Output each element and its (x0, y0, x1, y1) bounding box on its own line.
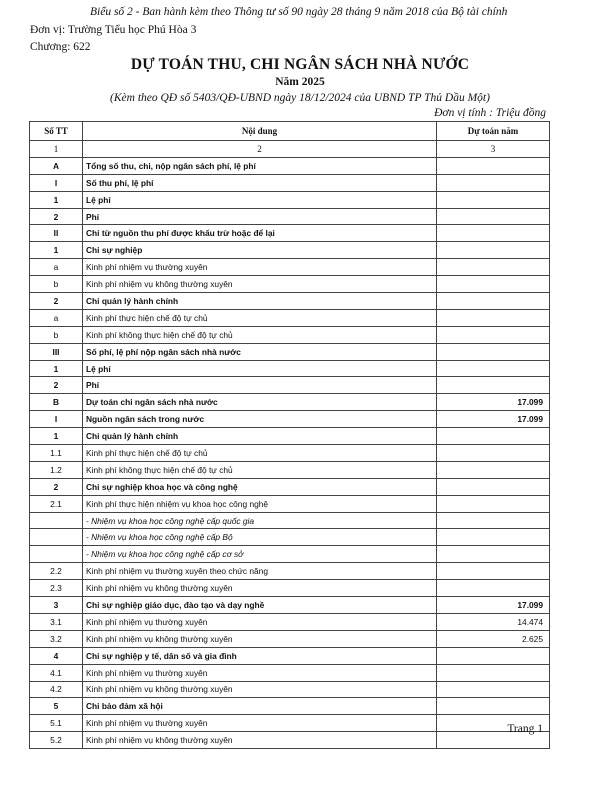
row-content: Chi bảo đảm xã hội (83, 698, 437, 715)
row-amount (437, 445, 550, 462)
table-row (30, 394, 550, 411)
table-row (30, 343, 550, 360)
table-row (30, 276, 550, 293)
row-content: Kinh phí thực hiện chế độ tự chủ (83, 309, 437, 326)
row-content: Kinh phí nhiệm vụ không thường xuyên (83, 681, 437, 698)
row-amount (437, 360, 550, 377)
column-number: 2 (83, 141, 437, 158)
table-header-row (30, 122, 550, 141)
row-amount: 2.625 (437, 630, 550, 647)
table-row (30, 191, 550, 208)
row-number: 5 (30, 698, 83, 715)
table-row (30, 613, 550, 630)
row-amount (437, 512, 550, 529)
row-amount (437, 647, 550, 664)
row-amount (437, 157, 550, 174)
row-number: a (30, 259, 83, 276)
table-row (30, 461, 550, 478)
row-content: Kinh phí không thực hiện chế độ tự chủ (83, 326, 437, 343)
row-content: Chi quản lý hành chính (83, 428, 437, 445)
table-row (30, 664, 550, 681)
row-amount (437, 242, 550, 259)
row-number: 4.1 (30, 664, 83, 681)
row-amount: 14.474 (437, 613, 550, 630)
table-row (30, 495, 550, 512)
row-amount (437, 664, 550, 681)
row-number: b (30, 276, 83, 293)
column-header-amount: Dự toán năm (437, 122, 550, 141)
row-content: Số thu phí, lệ phí (83, 174, 437, 191)
document-title: DỰ TOÁN THU, CHI NGÂN SÁCH NHÀ NƯỚC (130, 56, 470, 73)
row-content: Kinh phí thực hiện nhiệm vụ khoa học công nghệ (83, 495, 437, 512)
row-amount (437, 343, 550, 360)
row-content: Số phí, lệ phí nộp ngân sách nhà nước (83, 343, 437, 360)
row-number: 1 (30, 360, 83, 377)
table-row (30, 529, 550, 546)
row-amount (437, 309, 550, 326)
table-row (30, 242, 550, 259)
table-row (30, 715, 550, 732)
row-amount (437, 259, 550, 276)
row-amount (437, 478, 550, 495)
row-number: A (30, 157, 83, 174)
row-content: Chi sự nghiệp (83, 242, 437, 259)
row-amount (437, 546, 550, 563)
row-content: Phí (83, 377, 437, 394)
table-row (30, 157, 550, 174)
row-content: Lệ phí (83, 360, 437, 377)
row-amount (437, 461, 550, 478)
row-number: 1 (30, 428, 83, 445)
chapter-code: Chương: 622 (30, 41, 91, 53)
row-number: 2 (30, 377, 83, 394)
unit-name: Đơn vị: Trường Tiểu học Phú Hòa 3 (30, 24, 197, 36)
row-number: III (30, 343, 83, 360)
row-number: I (30, 174, 83, 191)
row-number: B (30, 394, 83, 411)
row-content: - Nhiệm vụ khoa học công nghệ cấp quốc gia (83, 512, 437, 529)
row-number: 2.1 (30, 495, 83, 512)
table-row (30, 208, 550, 225)
row-content: Dự toán chi ngân sách nhà nước (83, 394, 437, 411)
table-row (30, 293, 550, 310)
row-number: 1.2 (30, 461, 83, 478)
row-content: Nguồn ngân sách trong nước (83, 411, 437, 428)
row-amount (437, 529, 550, 546)
row-number: 4 (30, 647, 83, 664)
table-row (30, 563, 550, 580)
row-amount (437, 377, 550, 394)
row-content: Kinh phí không thực hiện chế độ tự chủ (83, 461, 437, 478)
row-number: I (30, 411, 83, 428)
table-row (30, 225, 550, 242)
table-column-number-row (30, 141, 550, 158)
table-body (30, 157, 550, 748)
row-content: Kinh phí nhiệm vụ không thường xuyên (83, 732, 437, 749)
table-row (30, 597, 550, 614)
row-content: Lệ phí (83, 191, 437, 208)
column-number: 1 (30, 141, 83, 158)
row-content: Kinh phí nhiệm vụ thường xuyên (83, 259, 437, 276)
row-amount (437, 681, 550, 698)
table-row (30, 428, 550, 445)
row-number: 5.1 (30, 715, 83, 732)
row-content: Chi từ nguồn thu phí được khấu trừ hoặc để lại (83, 225, 437, 242)
row-number: 2 (30, 478, 83, 495)
row-number: 4.2 (30, 681, 83, 698)
table-row (30, 411, 550, 428)
row-content: Kinh phí nhiệm vụ không thường xuyên (83, 276, 437, 293)
row-content: Chi sự nghiệp khoa học và công nghệ (83, 478, 437, 495)
row-number: II (30, 225, 83, 242)
row-content: Kinh phí nhiệm vụ thường xuyên (83, 715, 437, 732)
column-header-stt: Số TT (30, 122, 83, 141)
table-row (30, 580, 550, 597)
row-number: 2.2 (30, 563, 83, 580)
row-number: 2 (30, 208, 83, 225)
row-number: 3.1 (30, 613, 83, 630)
column-number: 3 (437, 141, 550, 158)
row-number: 1 (30, 191, 83, 208)
document-year: Năm 2025 (275, 76, 325, 88)
row-content: Kinh phí nhiệm vụ thường xuyên (83, 664, 437, 681)
row-amount (437, 293, 550, 310)
row-content: - Nhiệm vụ khoa học công nghệ cấp cơ sở (83, 546, 437, 563)
row-number (30, 546, 83, 563)
table-row (30, 546, 550, 563)
row-number (30, 512, 83, 529)
table-row (30, 326, 550, 343)
row-amount: 17.099 (437, 411, 550, 428)
table-row (30, 630, 550, 647)
row-number: 2 (30, 293, 83, 310)
row-content: Kinh phí nhiệm vụ thường xuyên (83, 613, 437, 630)
row-number (30, 529, 83, 546)
row-amount (437, 563, 550, 580)
page-number: Trang 1 (507, 723, 543, 735)
row-amount (437, 191, 550, 208)
row-number: a (30, 309, 83, 326)
row-amount (437, 326, 550, 343)
row-content: Phí (83, 208, 437, 225)
row-content: Kinh phí thực hiện chế độ tự chủ (83, 445, 437, 462)
table-row (30, 445, 550, 462)
row-amount (437, 495, 550, 512)
row-content: - Nhiệm vụ khoa học công nghệ cấp Bộ (83, 529, 437, 546)
row-number: 3 (30, 597, 83, 614)
row-amount (437, 225, 550, 242)
row-amount (437, 174, 550, 191)
row-content: Kinh phí nhiệm vụ thường xuyên theo chức năng (83, 563, 437, 580)
row-content: Tổng số thu, chi, nộp ngân sách phí, lệ phí (83, 157, 437, 174)
table-row (30, 259, 550, 276)
row-content: Kinh phí nhiệm vụ không thường xuyên (83, 630, 437, 647)
table-row (30, 512, 550, 529)
row-number: 2.3 (30, 580, 83, 597)
table-row (30, 309, 550, 326)
column-header-content: Nội dung (83, 122, 437, 141)
table-row (30, 478, 550, 495)
row-content: Chi quản lý hành chính (83, 293, 437, 310)
row-amount (437, 580, 550, 597)
row-amount: 17.099 (437, 597, 550, 614)
table-row (30, 174, 550, 191)
row-number: 5.2 (30, 732, 83, 749)
row-amount (437, 428, 550, 445)
row-amount: 17.099 (437, 394, 550, 411)
row-amount (437, 208, 550, 225)
row-number: 3.2 (30, 630, 83, 647)
row-content: Chi sự nghiệp giáo dục, đào tạo và dạy nghề (83, 597, 437, 614)
row-number: b (30, 326, 83, 343)
currency-unit: Đơn vị tính : Triệu đồng (434, 107, 546, 119)
table-row (30, 698, 550, 715)
document-subtitle: (Kèm theo QĐ số 5403/QĐ-UBND ngày 18/12/2024 của UBND TP Thủ Dầu Một) (110, 92, 490, 104)
table-row (30, 377, 550, 394)
row-number: 1 (30, 242, 83, 259)
row-amount (437, 698, 550, 715)
row-content: Chi sự nghiệp y tế, dân số và gia đình (83, 647, 437, 664)
table-row (30, 732, 550, 749)
form-reference-note: Biểu số 2 - Ban hành kèm theo Thông tư số 90 ngày 28 tháng 9 năm 2018 của Bộ tài chính (90, 6, 508, 18)
table-row (30, 681, 550, 698)
row-amount (437, 276, 550, 293)
table-row (30, 647, 550, 664)
row-number: 1.1 (30, 445, 83, 462)
budget-table (29, 121, 550, 749)
table-row (30, 360, 550, 377)
row-content: Kinh phí nhiệm vụ không thường xuyên (83, 580, 437, 597)
